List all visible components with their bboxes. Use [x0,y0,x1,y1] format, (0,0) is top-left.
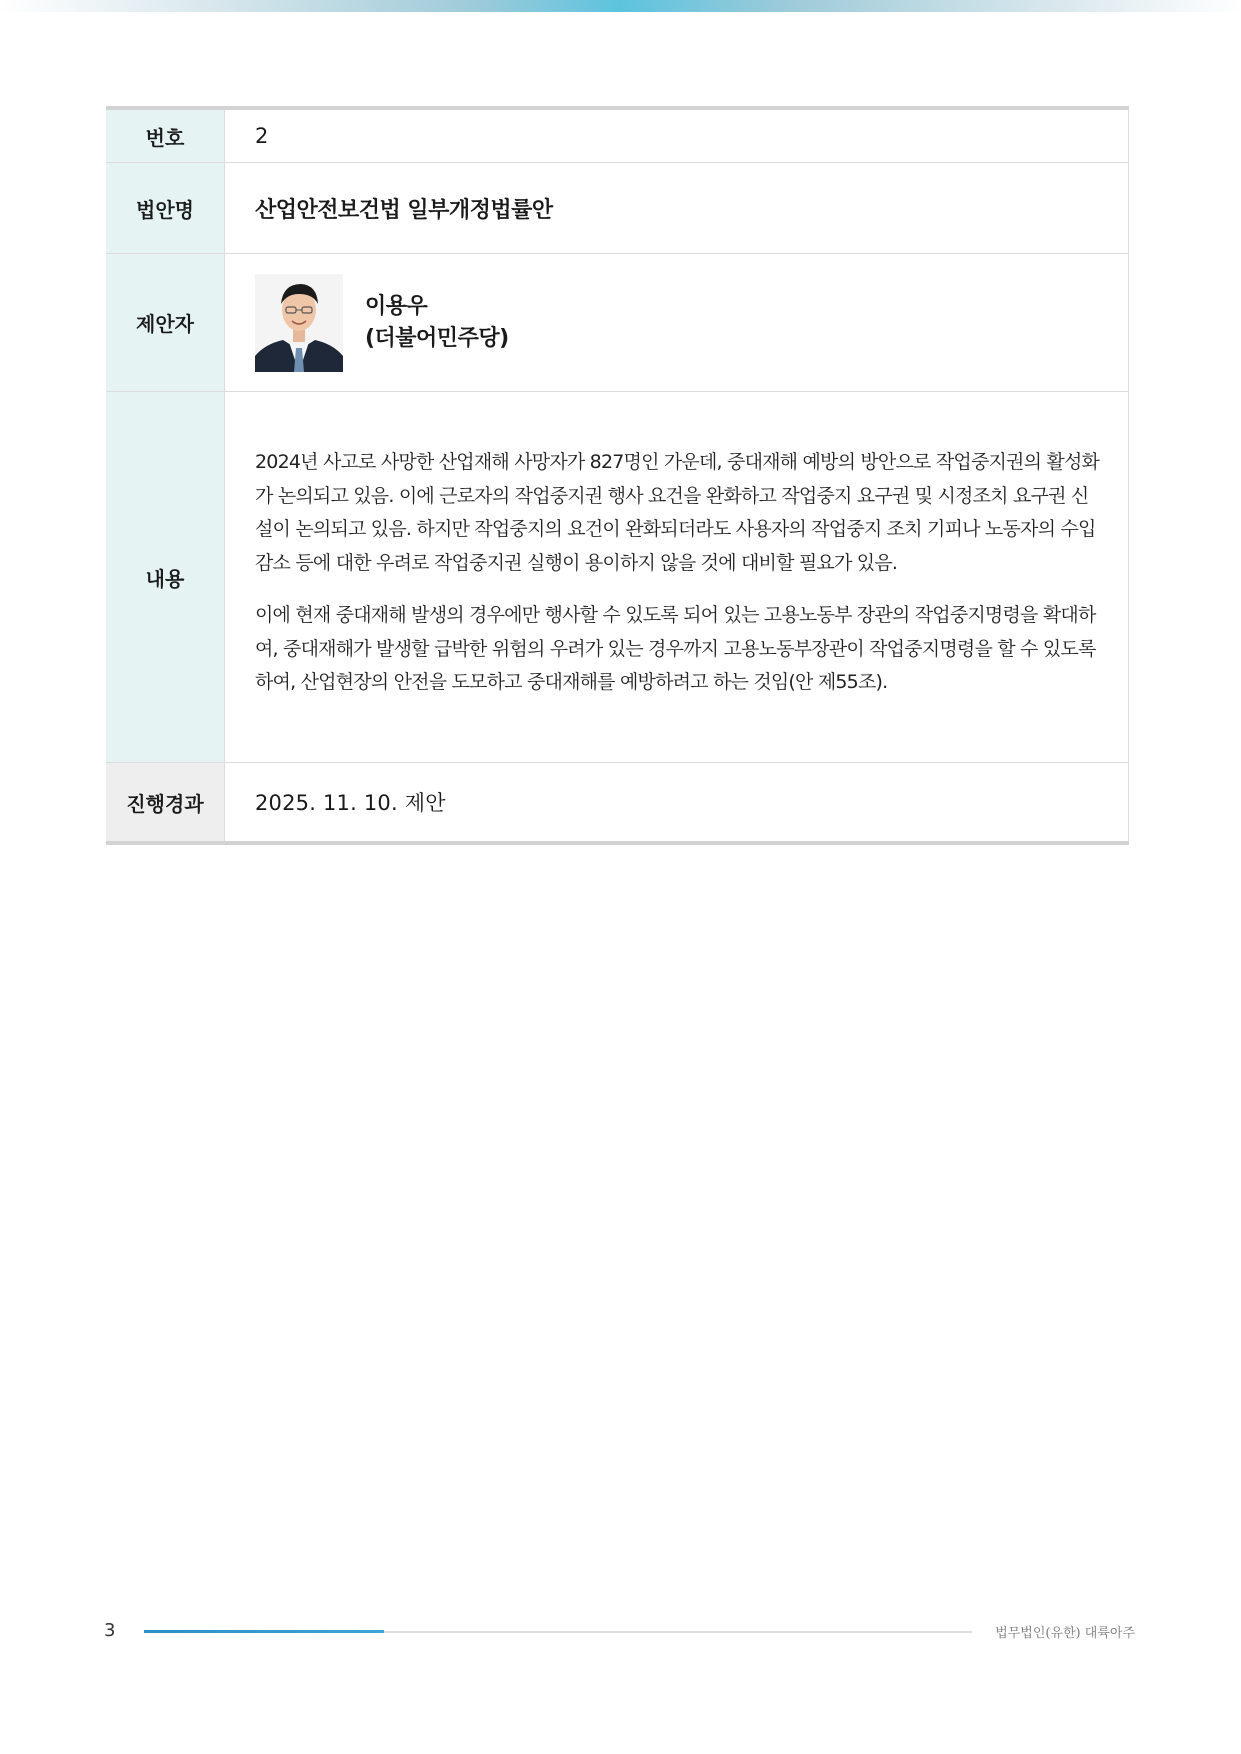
footer-progress-fill [144,1630,384,1633]
proposer-party: (더불어민주당) [365,325,509,351]
bill-name-cell [225,163,1129,254]
content-cell [225,392,1129,763]
proposer-text [365,291,509,355]
progress-label: 진행경과 [106,763,225,844]
proposer-cell [225,254,1129,392]
content-body [255,434,1102,720]
content-paragraph-2: 이에 현재 중대재해 발생의 경우에만 행사할 수 있도록 되어 있는 고용노동부 장관의 작업중지명령을 확대하여, 중대재해가 발생할 급박한 위험의 우려가 있는 경우까지 고용노동부장관이 작업중지명령을 할 수 있도록 하여, 산업현장의 안전을 도모하고 중대재해를 예방하려고 하는 것임(안 제55조). [255,604,1096,694]
number-label: 번호 [106,108,225,163]
proposer-photo [255,274,343,372]
number-value-cell [225,108,1129,163]
proposer-block [255,274,1102,372]
table-row-content [106,392,1129,763]
number-value: 2 [255,124,269,148]
proposer-portrait-image [255,274,343,372]
page-number: 3 [104,1620,116,1641]
content-paragraph-1: 2024년 사고로 사망한 산업재해 사망자가 827명인 가운데, 중대재해 예방의 방안으로 작업중지권의 활성화가 논의되고 있음. 이에 근로자의 작업중지권 행사 요건을 완화하고 작업중지 요구권 및 시정조치 요구권 신설이 논의되고 있음. 하지만 작업중지의 요건이 완화되더라도 사용자의 작업중지 조치 기피나 노동자의 수입 감소 등에 대한 우려로 작업중지권 실행이 용이하지 않을 것에 대비할 필요가 있음. [255,451,1100,574]
proposer-name: 이용우 [365,293,428,319]
footer-firm-name: 법무법인(유한) 대륙아주 [995,1626,1135,1641]
table-row-bill-name [106,163,1129,254]
table-row-proposer [106,254,1129,392]
bill-name-label: 법안명 [106,163,225,254]
progress-cell [225,763,1129,844]
bill-name-value: 산업안전보건법 일부개정법률안 [255,197,553,223]
progress-value: 2025. 11. 10. 제안 [255,791,446,815]
table-row-progress [106,763,1129,844]
proposer-label: 제안자 [106,254,225,392]
top-gradient-bar [0,0,1241,12]
table-row-number [106,108,1129,163]
bill-info-table [106,106,1129,845]
content-label: 내용 [106,392,225,763]
